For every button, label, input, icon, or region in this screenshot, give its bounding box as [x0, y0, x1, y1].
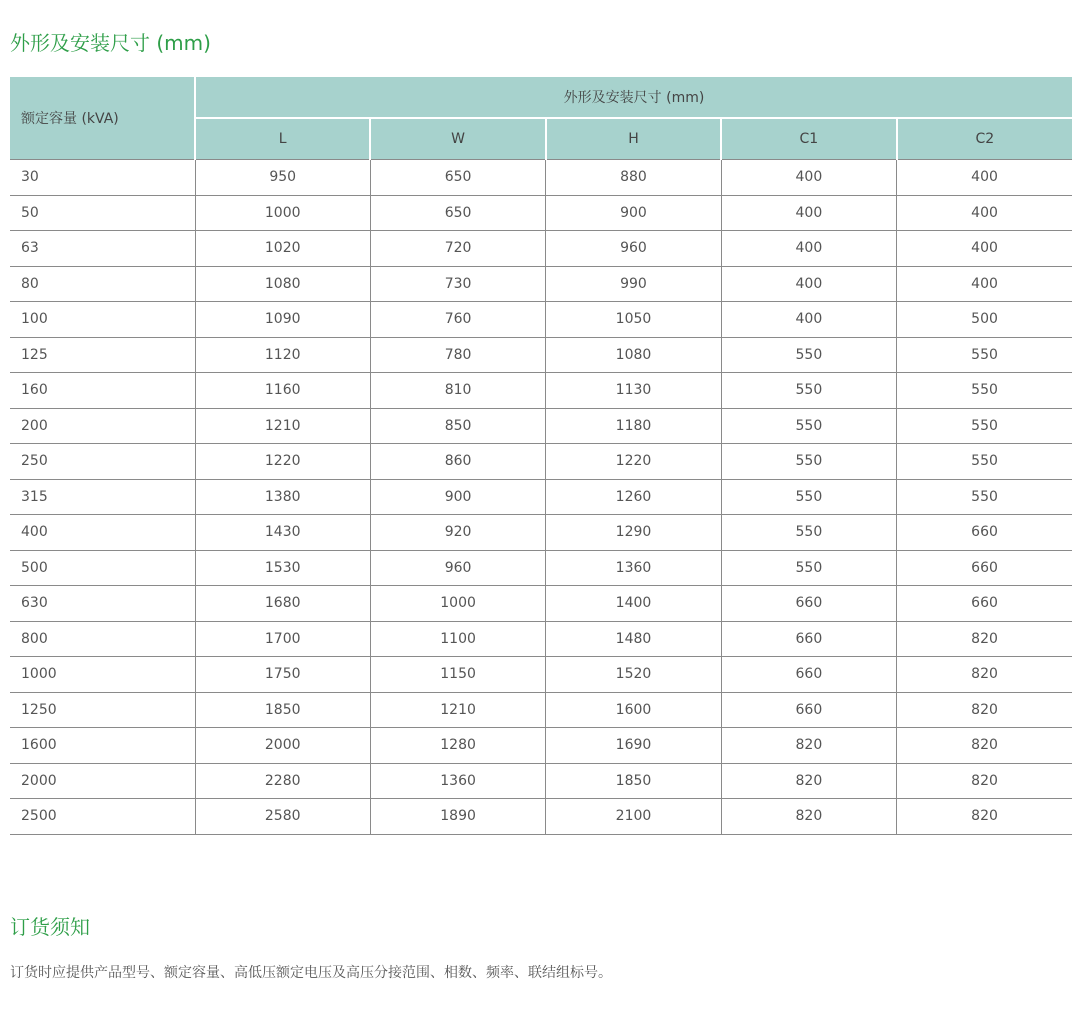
- cell-w: 650: [370, 195, 545, 231]
- cell-w: 1150: [370, 657, 545, 693]
- cell-c1: 660: [721, 586, 896, 622]
- table-row: [10, 302, 1072, 338]
- cell-c2: 500: [897, 302, 1072, 338]
- capacity-column-header: 额定容量 (kVA): [10, 77, 195, 160]
- cell-h: 1290: [546, 515, 721, 551]
- table-row: [10, 479, 1072, 515]
- table-row: [10, 444, 1072, 480]
- cell-l: 1380: [195, 479, 370, 515]
- cell-w: 1280: [370, 728, 545, 764]
- table-row: [10, 799, 1072, 835]
- cell-h: 1690: [546, 728, 721, 764]
- cell-h: 1400: [546, 586, 721, 622]
- cell-c1: 400: [721, 160, 896, 196]
- cell-w: 900: [370, 479, 545, 515]
- dimensions-table: [10, 77, 1072, 835]
- cell-c2: 400: [897, 231, 1072, 267]
- cell-l: 1160: [195, 373, 370, 409]
- cell-h: 1050: [546, 302, 721, 338]
- cell-c2: 820: [897, 799, 1072, 835]
- table-row: [10, 728, 1072, 764]
- cell-l: 1020: [195, 231, 370, 267]
- table-header: [10, 77, 1072, 160]
- cell-c1: 550: [721, 373, 896, 409]
- cell-capacity: 630: [10, 586, 195, 622]
- cell-l: 1430: [195, 515, 370, 551]
- cell-c1: 660: [721, 657, 896, 693]
- table-row: [10, 550, 1072, 586]
- cell-l: 950: [195, 160, 370, 196]
- cell-w: 1100: [370, 621, 545, 657]
- cell-w: 780: [370, 337, 545, 373]
- cell-h: 960: [546, 231, 721, 267]
- cell-l: 1700: [195, 621, 370, 657]
- cell-w: 920: [370, 515, 545, 551]
- cell-h: 1130: [546, 373, 721, 409]
- cell-w: 1000: [370, 586, 545, 622]
- cell-capacity: 63: [10, 231, 195, 267]
- cell-c2: 400: [897, 266, 1072, 302]
- cell-c1: 660: [721, 621, 896, 657]
- cell-l: 1220: [195, 444, 370, 480]
- cell-h: 1520: [546, 657, 721, 693]
- cell-capacity: 200: [10, 408, 195, 444]
- table-row: [10, 266, 1072, 302]
- cell-c2: 820: [897, 728, 1072, 764]
- column-header-h: H: [546, 118, 721, 160]
- dimensions-section-title: 外形及安装尺寸 (mm): [10, 31, 211, 55]
- cell-capacity: 1250: [10, 692, 195, 728]
- cell-c1: 550: [721, 337, 896, 373]
- cell-h: 1220: [546, 444, 721, 480]
- table-row: [10, 337, 1072, 373]
- cell-capacity: 80: [10, 266, 195, 302]
- cell-c2: 660: [897, 586, 1072, 622]
- cell-capacity: 500: [10, 550, 195, 586]
- cell-capacity: 2000: [10, 763, 195, 799]
- cell-c2: 660: [897, 550, 1072, 586]
- table-row: [10, 621, 1072, 657]
- cell-c2: 820: [897, 657, 1072, 693]
- cell-capacity: 315: [10, 479, 195, 515]
- table-row: [10, 373, 1072, 409]
- table-row: [10, 231, 1072, 267]
- cell-capacity: 2500: [10, 799, 195, 835]
- cell-c1: 550: [721, 479, 896, 515]
- cell-c1: 400: [721, 302, 896, 338]
- cell-c2: 820: [897, 763, 1072, 799]
- cell-h: 1480: [546, 621, 721, 657]
- cell-capacity: 800: [10, 621, 195, 657]
- column-header-l: L: [195, 118, 370, 160]
- cell-c2: 400: [897, 195, 1072, 231]
- cell-capacity: 100: [10, 302, 195, 338]
- cell-w: 850: [370, 408, 545, 444]
- table-row: [10, 408, 1072, 444]
- cell-w: 1210: [370, 692, 545, 728]
- column-header-c1: C1: [721, 118, 896, 160]
- cell-c2: 550: [897, 479, 1072, 515]
- cell-capacity: 125: [10, 337, 195, 373]
- cell-capacity: 250: [10, 444, 195, 480]
- cell-w: 720: [370, 231, 545, 267]
- cell-h: 1600: [546, 692, 721, 728]
- cell-c1: 550: [721, 444, 896, 480]
- cell-l: 2280: [195, 763, 370, 799]
- table-row: [10, 195, 1072, 231]
- cell-h: 1260: [546, 479, 721, 515]
- cell-w: 960: [370, 550, 545, 586]
- cell-h: 1360: [546, 550, 721, 586]
- cell-l: 2580: [195, 799, 370, 835]
- cell-h: 900: [546, 195, 721, 231]
- table-row: [10, 586, 1072, 622]
- cell-c1: 550: [721, 550, 896, 586]
- table-body: [10, 160, 1072, 835]
- cell-l: 1000: [195, 195, 370, 231]
- cell-capacity: 30: [10, 160, 195, 196]
- cell-c1: 820: [721, 728, 896, 764]
- cell-w: 860: [370, 444, 545, 480]
- cell-c1: 400: [721, 266, 896, 302]
- cell-h: 1850: [546, 763, 721, 799]
- cell-h: 990: [546, 266, 721, 302]
- cell-c2: 660: [897, 515, 1072, 551]
- table-row: [10, 692, 1072, 728]
- cell-c2: 550: [897, 337, 1072, 373]
- cell-h: 2100: [546, 799, 721, 835]
- cell-c1: 550: [721, 515, 896, 551]
- dimensions-group-header: 外形及安装尺寸 (mm): [195, 77, 1072, 118]
- cell-l: 1090: [195, 302, 370, 338]
- cell-capacity: 1600: [10, 728, 195, 764]
- cell-c1: 550: [721, 408, 896, 444]
- cell-l: 1080: [195, 266, 370, 302]
- cell-capacity: 400: [10, 515, 195, 551]
- cell-c2: 550: [897, 408, 1072, 444]
- cell-c2: 550: [897, 373, 1072, 409]
- cell-c1: 400: [721, 195, 896, 231]
- column-header-c2: C2: [897, 118, 1072, 160]
- cell-capacity: 50: [10, 195, 195, 231]
- cell-l: 1120: [195, 337, 370, 373]
- table-row: [10, 160, 1072, 196]
- cell-c1: 820: [721, 799, 896, 835]
- cell-c1: 820: [721, 763, 896, 799]
- cell-w: 730: [370, 266, 545, 302]
- cell-h: 1080: [546, 337, 721, 373]
- order-section-title: 订货须知: [10, 915, 90, 939]
- cell-l: 2000: [195, 728, 370, 764]
- column-header-w: W: [370, 118, 545, 160]
- cell-capacity: 160: [10, 373, 195, 409]
- cell-w: 1360: [370, 763, 545, 799]
- table-row: [10, 763, 1072, 799]
- cell-w: 1890: [370, 799, 545, 835]
- cell-l: 1750: [195, 657, 370, 693]
- cell-w: 810: [370, 373, 545, 409]
- cell-capacity: 1000: [10, 657, 195, 693]
- cell-c2: 550: [897, 444, 1072, 480]
- cell-h: 880: [546, 160, 721, 196]
- cell-c2: 820: [897, 621, 1072, 657]
- cell-l: 1210: [195, 408, 370, 444]
- cell-c2: 820: [897, 692, 1072, 728]
- order-note: 订货时应提供产品型号、额定容量、高低压额定电压及高压分接范围、相数、频率、联结组标号。: [10, 965, 612, 981]
- table-row: [10, 657, 1072, 693]
- table-row: [10, 515, 1072, 551]
- cell-w: 760: [370, 302, 545, 338]
- cell-h: 1180: [546, 408, 721, 444]
- cell-c1: 400: [721, 231, 896, 267]
- cell-l: 1680: [195, 586, 370, 622]
- cell-l: 1850: [195, 692, 370, 728]
- cell-c1: 660: [721, 692, 896, 728]
- cell-w: 650: [370, 160, 545, 196]
- cell-c2: 400: [897, 160, 1072, 196]
- cell-l: 1530: [195, 550, 370, 586]
